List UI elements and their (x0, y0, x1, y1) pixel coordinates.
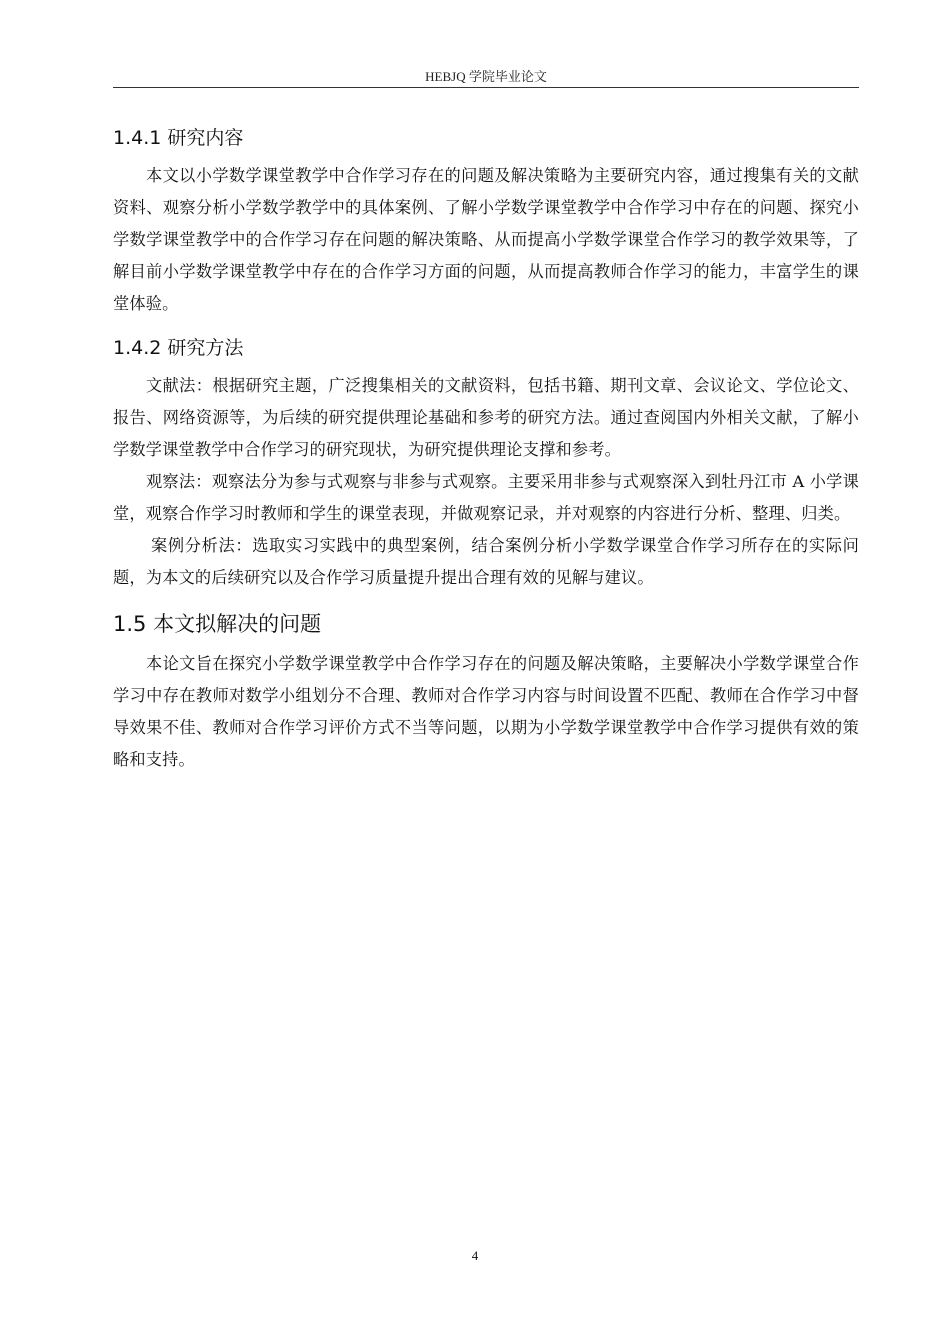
paragraph-literature-method: 文献法：根据研究主题，广泛搜集相关的文献资料，包括书籍、期刊文章、会议论文、学位论文、报告、网络资源等，为后续的研究提供理论基础和参考的研究方法。通过查阅国内外相关文献，了解小学数学课堂教学中合作学习的研究现状，为研究提供理论支撑和参考。 (113, 376, 859, 459)
heading-1-5: 1.5 本文拟解决的问题 (113, 612, 322, 636)
running-header: HEBJQ 学院毕业论文 (425, 69, 547, 84)
heading-1-4-2: 1.4.2 研究方法 (113, 337, 244, 359)
paragraph-observation-method: 观察法：观察法分为参与式观察与非参与式观察。主要采用非参与式观察深入到牡丹江市 A 小学课堂，观察合作学习时教师和学生的课堂表现，并做观察记录，并对观察的内容进行分析、整理、归类。 (113, 472, 859, 523)
paragraph-problems-to-solve: 本论文旨在探究小学数学课堂教学中合作学习存在的问题及解决策略，主要解决小学数学课堂合作学习中存在教师对数学小组划分不合理、教师对合作学习内容与时间设置不匹配、教师在合作学习中督导效果不佳、教师对合作学习评价方式不当等问题，以期为小学数学课堂教学中合作学习提供有效的策略和支持。 (113, 654, 859, 769)
heading-1-4-1: 1.4.1 研究内容 (113, 127, 244, 149)
paragraph-research-content: 本文以小学数学课堂教学中合作学习存在的问题及解决策略为主要研究内容，通过搜集有关的文献资料、观察分析小学数学教学中的具体案例、了解小学数学课堂教学中合作学习中存在的问题、探究小学数学课堂教学中的合作学习存在问题的解决策略、从而提高小学数学课堂合作学习的教学效果等，了解目前小学数学课堂教学中存在的合作学习方面的问题，从而提高教师合作学习的能力，丰富学生的课堂体验。 (113, 166, 859, 313)
page-number: 4 (471, 1248, 479, 1263)
header-rule (113, 87, 859, 88)
page-content (113, 120, 859, 776)
paragraph-case-analysis-method: 案例分析法：选取实习实践中的典型案例，结合案例分析小学数学课堂合作学习所存在的实际问题，为本文的后续研究以及合作学习质量提升提出合理有效的见解与建议。 (113, 536, 859, 587)
